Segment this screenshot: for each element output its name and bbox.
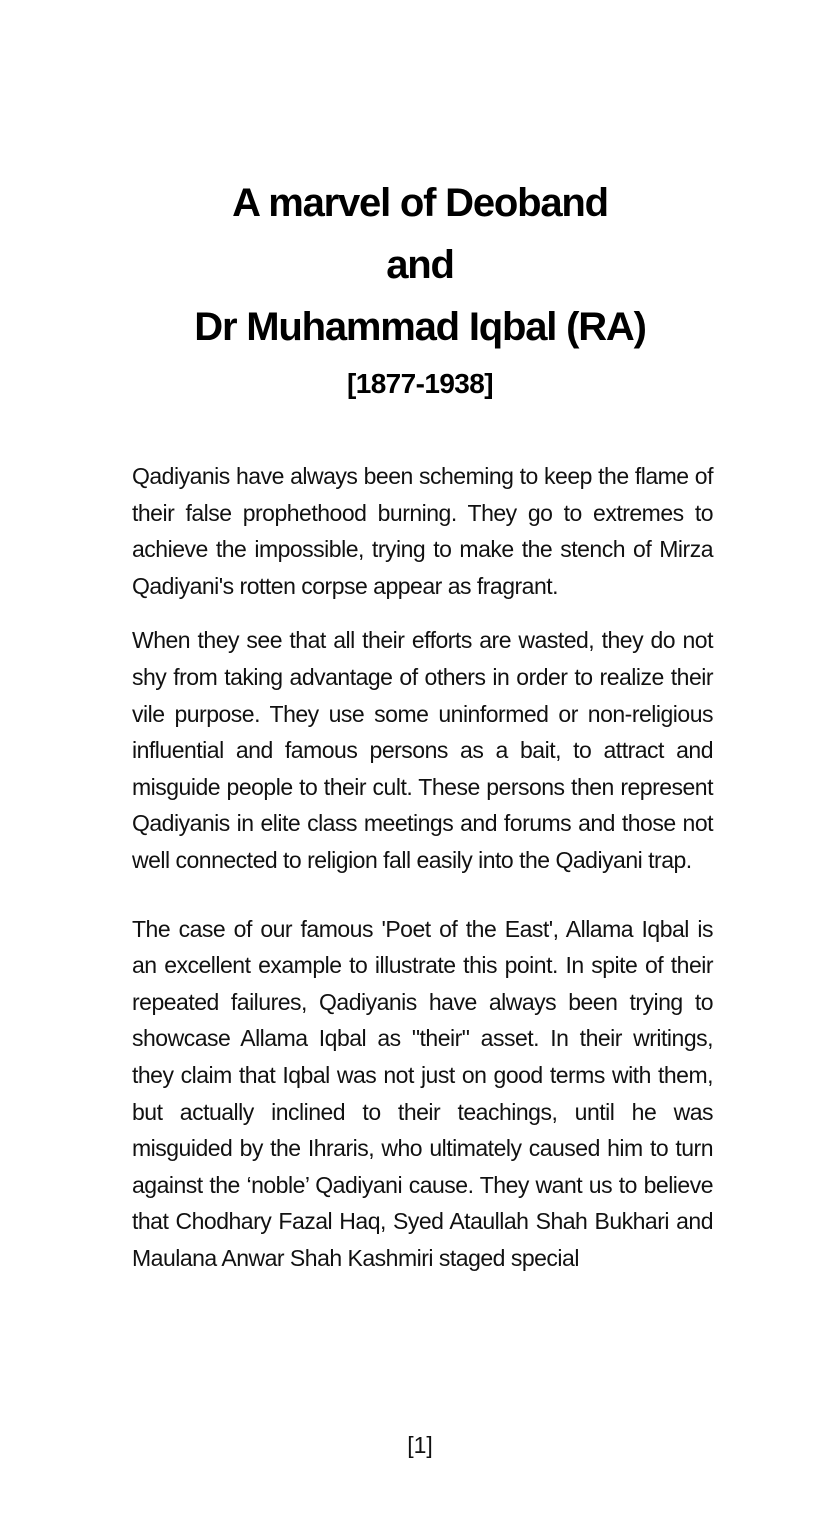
title-years: [1877-1938]: [347, 368, 493, 399]
title-line-1: A marvel of Deoband: [232, 181, 608, 225]
paragraph-3: The case of our famous 'Poet of the East', Allama Iqbal is an excellent example to illustrate this point. In spite of their repeated failures, Qadiyanis have always been trying to showcase Allama Iqbal as "their" asset. In their writings, they claim that Iqbal was not just on good terms with them, but actually inclined to their teachings, until he was misguided by the Ihraris, who ultimately caused him to turn against the ‘noble’ Qadiyani cause. They want us to believe that Chodhary Fazal Haq, Syed Ataullah Shah Bukhari and Maulana Anwar Shah Kashmiri staged special: [132, 915, 713, 1271]
page-number: [1]: [407, 1432, 433, 1458]
paragraph-2: When they see that all their efforts are wasted, they do not shy from taking advantage of others in order to realize their vile purpose. They use some uninformed or non-religious influential and famous persons as a bait, to attract and misguide people to their cult. These persons then represent Qadiyanis in elite class meetings and forums and those not well connected to religion fall easily into the Qadiyani trap.: [132, 627, 713, 873]
paragraph-1: Qadiyanis have always been scheming to keep the flame of their false prophethood burning. They go to extremes to achieve the impossible, trying to make the stench of Mirza Qadiyani's rotten corpse appear as fragrant.: [132, 463, 713, 599]
title-line-2: and: [386, 243, 454, 287]
title-block: [0, 172, 840, 408]
body-text: [132, 458, 713, 1294]
title-line-3: Dr Muhammad Iqbal (RA): [194, 305, 646, 349]
